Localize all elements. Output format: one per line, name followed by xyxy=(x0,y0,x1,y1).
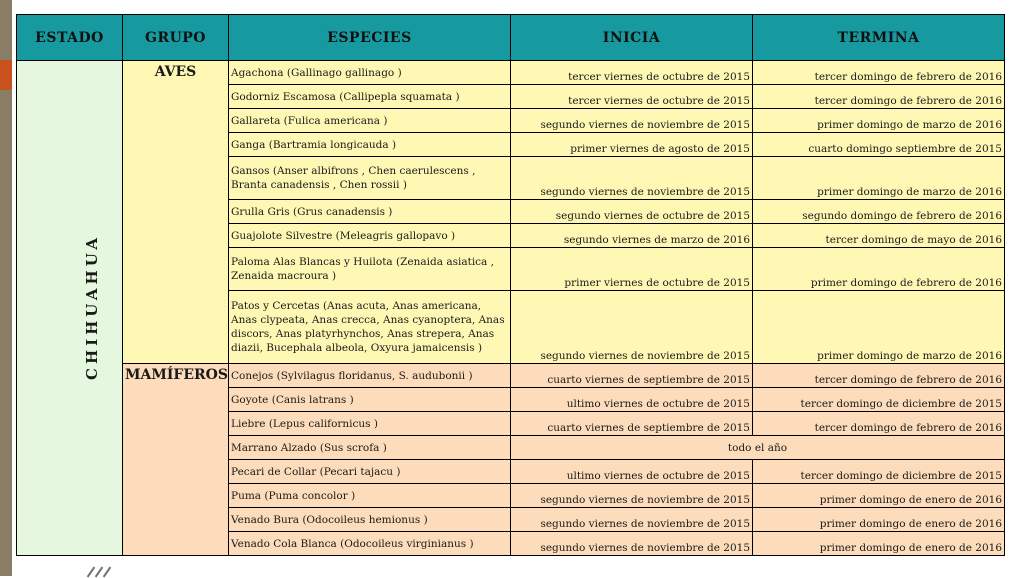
header-estado: ESTADO xyxy=(17,15,123,61)
start-date-cell: segundo viernes de noviembre de 2015 xyxy=(511,484,753,508)
end-date-cell: tercer domingo de febrero de 2016 xyxy=(753,364,1005,388)
species-cell: Godorniz Escamosa (Callipepla squamata ) xyxy=(229,85,511,109)
end-date-cell: tercer domingo de mayo de 2016 xyxy=(753,224,1005,248)
start-date-cell: primer viernes de agosto de 2015 xyxy=(511,133,753,157)
species-cell: Puma (Puma concolor ) xyxy=(229,484,511,508)
start-date-cell: tercer viernes de octubre de 2015 xyxy=(511,61,753,85)
end-date-cell: tercer domingo de febrero de 2016 xyxy=(753,85,1005,109)
start-date-cell: cuarto viernes de septiembre de 2015 xyxy=(511,364,753,388)
end-date-cell: primer domingo de marzo de 2016 xyxy=(753,291,1005,364)
header-row xyxy=(17,15,1005,61)
slide-accent-mark xyxy=(0,60,12,90)
start-date-cell: segundo viernes de octubre de 2015 xyxy=(511,200,753,224)
end-date-cell: primer domingo de enero de 2016 xyxy=(753,484,1005,508)
species-cell: Goyote (Canis latrans ) xyxy=(229,388,511,412)
species-cell: Marrano Alzado (Sus scrofa ) xyxy=(229,436,511,460)
end-date-cell: primer domingo de febrero de 2016 xyxy=(753,248,1005,291)
bottom-decoration xyxy=(80,568,140,576)
species-cell: Gallareta (Fulica americana ) xyxy=(229,109,511,133)
start-date-cell: segundo viernes de noviembre de 2015 xyxy=(511,109,753,133)
table-row xyxy=(17,364,1005,388)
start-date-cell: segundo viernes de noviembre de 2015 xyxy=(511,532,753,556)
end-date-cell: tercer domingo de febrero de 2016 xyxy=(753,61,1005,85)
header-especies: ESPECIES xyxy=(229,15,511,61)
end-date-cell: primer domingo de marzo de 2016 xyxy=(753,109,1005,133)
hunting-seasons-table xyxy=(16,14,1005,556)
group-mamiferos-cell: MAMÍFEROS xyxy=(123,364,229,556)
start-date-cell: ultimo viernes de octubre de 2015 xyxy=(511,460,753,484)
end-date-cell: primer domingo de marzo de 2016 xyxy=(753,157,1005,200)
species-cell: Ganga (Bartramia longicauda ) xyxy=(229,133,511,157)
header-inicia: INICIA xyxy=(511,15,753,61)
species-cell: Paloma Alas Blancas y Huilota (Zenaida asiatica , Zenaida macroura ) xyxy=(229,248,511,291)
species-cell: Grulla Gris (Grus canadensis ) xyxy=(229,200,511,224)
end-date-cell: cuarto domingo septiembre de 2015 xyxy=(753,133,1005,157)
end-date-cell: segundo domingo de febrero de 2016 xyxy=(753,200,1005,224)
species-cell: Guajolote Silvestre (Meleagris gallopavo ) xyxy=(229,224,511,248)
species-cell: Conejos (Sylvilagus floridanus, S. audubonii ) xyxy=(229,364,511,388)
species-cell: Patos y Cercetas (Anas acuta, Anas americana, Anas clypeata, Anas crecca, Anas cyanoptera, Anas discors, Anas platyrhynchos, Anas strepera, Anas diazii, Bucephala albeola, Oxyura jamaicensis ) xyxy=(229,291,511,364)
header-termina: TERMINA xyxy=(753,15,1005,61)
start-date-cell: segundo viernes de noviembre de 2015 xyxy=(511,291,753,364)
species-cell: Gansos (Anser albifrons , Chen caerulescens , Branta canadensis , Chen rossii ) xyxy=(229,157,511,200)
estado-cell xyxy=(17,61,123,556)
species-cell: Agachona (Gallinago gallinago ) xyxy=(229,61,511,85)
header-grupo: GRUPO xyxy=(123,15,229,61)
start-date-cell: segundo viernes de noviembre de 2015 xyxy=(511,508,753,532)
end-date-cell: primer domingo de enero de 2016 xyxy=(753,508,1005,532)
species-cell: Venado Bura (Odocoileus hemionus ) xyxy=(229,508,511,532)
start-date-cell: tercer viernes de octubre de 2015 xyxy=(511,85,753,109)
table-row xyxy=(17,61,1005,85)
estado-label: CHIHUAHUA xyxy=(83,234,101,380)
start-date-cell: cuarto viernes de septiembre de 2015 xyxy=(511,412,753,436)
start-date-cell: primer viernes de octubre de 2015 xyxy=(511,248,753,291)
end-date-cell: primer domingo de enero de 2016 xyxy=(753,532,1005,556)
start-date-cell: ultimo viernes de octubre de 2015 xyxy=(511,388,753,412)
species-cell: Liebre (Lepus californicus ) xyxy=(229,412,511,436)
season-all-year-cell: todo el año xyxy=(511,436,1005,460)
start-date-cell: segundo viernes de noviembre de 2015 xyxy=(511,157,753,200)
end-date-cell: tercer domingo de diciembre de 2015 xyxy=(753,388,1005,412)
start-date-cell: segundo viernes de marzo de 2016 xyxy=(511,224,753,248)
species-cell: Venado Cola Blanca (Odocoileus virginianus ) xyxy=(229,532,511,556)
end-date-cell: tercer domingo de diciembre de 2015 xyxy=(753,460,1005,484)
species-cell: Pecari de Collar (Pecari tajacu ) xyxy=(229,460,511,484)
group-aves-cell: AVES xyxy=(123,61,229,364)
end-date-cell: tercer domingo de febrero de 2016 xyxy=(753,412,1005,436)
